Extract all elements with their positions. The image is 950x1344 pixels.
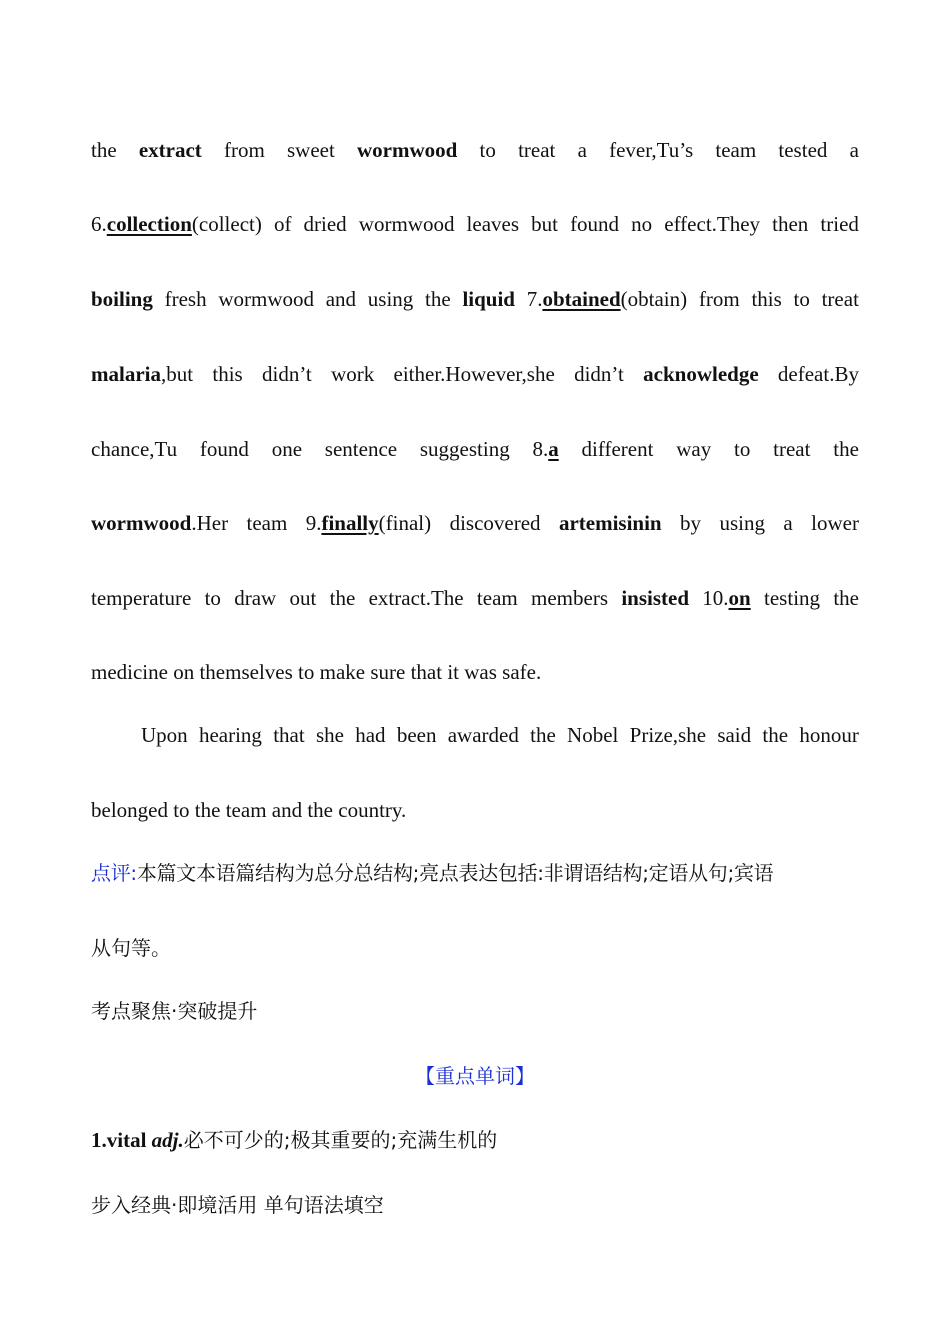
comment-text: 本篇文本语篇结构为总分总结构;亮点表达包括:非谓语结构;定语从句;宾语 [136,861,774,885]
word: tested [778,138,828,162]
word: work [331,362,375,386]
word: the [530,723,556,747]
word: this [751,287,782,311]
word: lower [811,511,859,535]
word: a [577,138,587,162]
bold-word: extract [138,138,202,162]
word: hearing [198,723,262,747]
blank-6: 6.collection(collect) [91,212,262,236]
word: fever,Tu’s [609,138,694,162]
word: either.However,she [393,362,555,386]
bold-word: acknowledge [643,362,759,386]
passage-line-2 [91,210,859,238]
word: out [289,586,317,610]
word: from [698,287,740,311]
word: draw [234,586,277,610]
word: one [271,437,303,461]
word: and [325,287,357,311]
word: didn’t [574,362,624,386]
word: then [772,212,809,236]
passage-line-5 [91,435,859,463]
comment-line-1 [91,859,859,887]
word: a [849,138,859,162]
word: treat [518,138,556,162]
word: fresh [164,287,207,311]
comment-line-2: 从句等。 [91,936,171,960]
key-words-heading: 【重点单词】 [415,1064,535,1088]
word: been [396,723,437,747]
word: leaves [466,212,520,236]
word: by [680,511,702,535]
word-group: malaria,but [91,362,194,386]
passage-line-7 [91,584,859,612]
word: honour [799,723,859,747]
word: awarded [447,723,519,747]
word: the [425,287,451,311]
word: Prize,she [629,723,707,747]
word: to [793,287,810,311]
blank-10: 10.on [702,586,751,610]
bold-word: artemisinin [558,511,662,535]
word: discovered [449,511,541,535]
passage-line-8: medicine on themselves to make sure that it was safe. [91,660,542,684]
word: had [355,723,386,747]
word: sweet [287,138,335,162]
word: sentence [324,437,398,461]
vocab-pos: adj. [151,1128,184,1152]
word: suggesting [419,437,510,461]
word: the [833,437,859,461]
word: members [531,586,609,610]
word: to [479,138,496,162]
word: this [212,362,243,386]
comment-colon: : [130,861,137,885]
word: found [570,212,620,236]
passage-line-10: belonged to the team and the country. [91,798,407,822]
section-title: 考点聚焦·突破提升 [91,999,258,1023]
word: using [719,511,765,535]
word: temperature [91,586,192,610]
word: found [199,437,249,461]
word: testing [764,586,821,610]
word: dried [303,212,347,236]
word: from [223,138,265,162]
word: team [715,138,757,162]
word: didn’t [261,362,312,386]
passage-line-4 [91,360,859,388]
answer-10: on [728,586,751,610]
blank-7: 7.obtained(obtain) [526,287,688,311]
word-group: wormwood.Her [91,511,229,535]
word: extract.The [368,586,464,610]
blank-9: 9.finally(final) [305,511,432,535]
word: of [273,212,292,236]
comment-label: 点评 [91,861,131,885]
answer-7: obtained [542,287,621,311]
word: but [531,212,558,236]
vocab-entry [91,1126,859,1154]
word: tried [820,212,859,236]
passage-line-6 [91,509,859,537]
vocab-meaning: 必不可少的;极其重要的;充满生机的 [183,1128,498,1152]
word: that [273,723,305,747]
word: way [676,437,712,461]
word: effect.They [664,212,761,236]
bold-word: liquid [462,287,515,311]
word: team [246,511,288,535]
word: the [762,723,789,747]
word: using [367,287,414,311]
word: defeat.By [777,362,859,386]
word: the [91,138,117,162]
practice-heading: 步入经典·即境活用 单句语法填空 [91,1193,384,1217]
word: a [783,511,793,535]
word: Upon [141,723,188,747]
word: treat [773,437,811,461]
bold-word: wormwood [357,138,458,162]
word: no [631,212,653,236]
bold-word: insisted [621,586,689,610]
blank-8: 8.a [532,437,559,461]
word: said [717,723,752,747]
passage-line-9 [141,721,859,749]
word: to [204,586,221,610]
word: different [581,437,654,461]
answer-8: a [548,437,559,461]
word: team [476,586,518,610]
word: the [833,586,859,610]
word: Nobel [567,723,619,747]
bold-word: boiling [91,287,153,311]
word: wormwood [218,287,314,311]
word: she [315,723,344,747]
answer-9: finally [321,511,379,535]
passage-line-1 [91,136,859,164]
passage-line-3 [91,285,859,313]
word: treat [821,287,859,311]
answer-6: collection [106,212,192,236]
word: wormwood [358,212,455,236]
word: chance,Tu [91,437,178,461]
vocab-word: 1.vital [91,1128,147,1152]
word: the [329,586,356,610]
word: to [734,437,751,461]
